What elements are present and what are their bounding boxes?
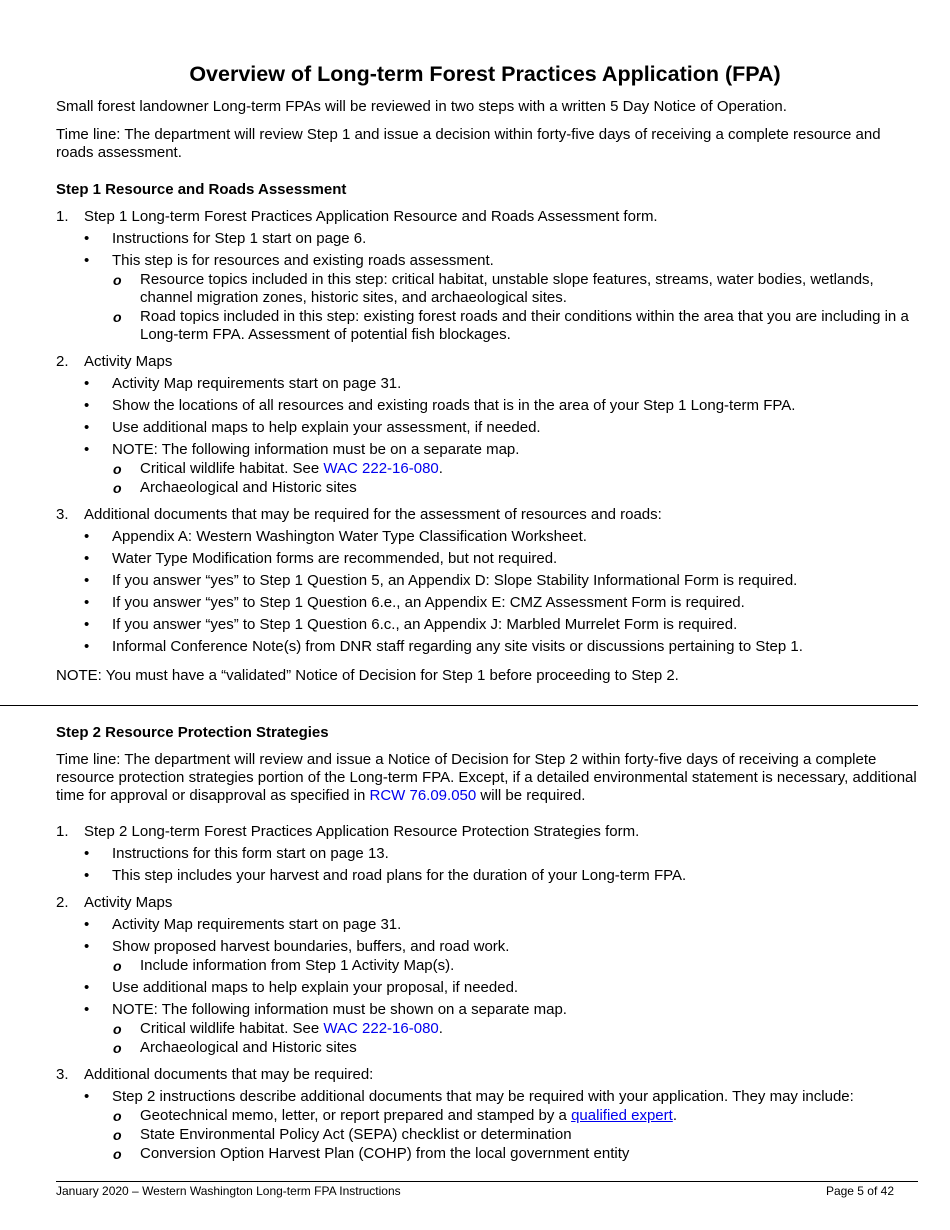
- step1-note: NOTE: You must have a “validated” Notice of Decision for Step 1 before proceeding to Step 2.: [56, 667, 679, 684]
- sub-bullet-icon: o: [113, 480, 122, 496]
- sub-bullet-icon: o: [113, 1108, 122, 1124]
- item-number: 1.: [56, 823, 69, 840]
- bullet-item: • This step is for resources and existing roads assessment.: [84, 252, 494, 269]
- sub-bullet-item: o Critical wildlife habitat. See WAC 222-16-080.: [113, 460, 443, 477]
- sub-bullet-icon: o: [113, 1040, 122, 1056]
- bullet-item: • Instructions for this form start on page 13.: [84, 845, 389, 862]
- sub-bullet-icon: o: [113, 461, 122, 477]
- step1-timeline: Time line: The department will review Step 1 and issue a decision within forty-five days of receiving a complete resource and roads assessment.: [56, 126, 881, 161]
- bullet-icon: •: [84, 867, 90, 884]
- sub-bullet-icon: o: [113, 1127, 122, 1143]
- item-number: 3.: [56, 506, 69, 523]
- sub-bullet-item: o Resource topics included in this step: critical habitat, unstable slope features, streams, water bodies, wetlands, channel migration zones, historic sites, and archaeological sites.: [113, 271, 874, 306]
- bullet-item: • If you answer “yes” to Step 1 Question 6.c., an Appendix J: Marbled Murrelet Form is required.: [84, 616, 738, 633]
- bullet-icon: •: [84, 397, 90, 414]
- sub-bullet-item: o Archaeological and Historic sites: [113, 479, 357, 496]
- bullet-item: • Show the locations of all resources and existing roads that is in the area of your Step 1 Long-term FPA.: [84, 397, 796, 414]
- bullet-item: • NOTE: The following information must be shown on a separate map.: [84, 1001, 567, 1018]
- sub-bullet-item: o Include information from Step 1 Activity Map(s).: [113, 957, 455, 974]
- list-item: [56, 823, 918, 841]
- list-item: [56, 894, 918, 912]
- step1-heading: Step 1 Resource and Roads Assessment: [56, 181, 347, 198]
- list-item: [56, 1066, 918, 1084]
- step2-list: [56, 823, 918, 1163]
- bullet-item: • Activity Map requirements start on page 31.: [84, 916, 402, 933]
- sub-bullet-item: o State Environmental Policy Act (SEPA) checklist or determination: [113, 1126, 572, 1143]
- step2-timeline: Time line: The department will review and issue a Notice of Decision for Step 2 within forty-five days of receiving a complete resource protection strategies portion of the Long-term FPA. Except, if a detailed environmental statement is necessary, additional time for approval or disapproval as specified in RCW 76.09.050 will be required.: [56, 751, 917, 804]
- sub-bullet-item: o Critical wildlife habitat. See WAC 222-16-080.: [113, 1020, 443, 1037]
- bullet-item: • Water Type Modification forms are recommended, but not required.: [84, 550, 558, 567]
- sub-bullet-icon: o: [113, 309, 122, 325]
- item-number: 3.: [56, 1066, 69, 1083]
- sub-bullet-icon: o: [113, 958, 122, 974]
- item-text: Additional documents that may be required for the assessment of resources and roads:: [84, 506, 662, 523]
- bullet-item: • Step 2 instructions describe additional documents that may be required with your application. They may include:: [84, 1088, 854, 1105]
- bullet-item: • Activity Map requirements start on page 31.: [84, 375, 402, 392]
- bullet-icon: •: [84, 1001, 90, 1018]
- footer-title: January 2020 – Western Washington Long-term FPA Instructions: [56, 1184, 401, 1198]
- bullet-icon: •: [84, 594, 90, 611]
- bullet-icon: •: [84, 550, 90, 567]
- qualified-expert-link[interactable]: qualified expert: [571, 1107, 673, 1124]
- bullet-item: • Use additional maps to help explain your assessment, if needed.: [84, 419, 541, 436]
- bullet-icon: •: [84, 1088, 90, 1105]
- sub-bullet-item: o Road topics included in this step: existing forest roads and their conditions within the area that you are including in a Long-term FPA. Assessment of potential fish blockages.: [113, 308, 909, 343]
- sub-bullet-icon: o: [113, 272, 122, 288]
- bullet-item: • This step includes your harvest and road plans for the duration of your Long-term FPA.: [84, 867, 687, 884]
- bullet-item: • Informal Conference Note(s) from DNR staff regarding any site visits or discussions pertaining to Step 1.: [84, 638, 803, 655]
- wac-link[interactable]: WAC 222-16-080: [323, 460, 439, 477]
- item-text: Activity Maps: [84, 353, 173, 370]
- intro-paragraph: Small forest landowner Long-term FPAs will be reviewed in two steps with a written 5 Day Notice of Operation.: [56, 98, 787, 115]
- bullet-icon: •: [84, 938, 90, 955]
- bullet-item: • Show proposed harvest boundaries, buffers, and road work.: [84, 938, 510, 955]
- list-item: [56, 506, 918, 524]
- page-footer: [56, 1184, 894, 1198]
- bullet-icon: •: [84, 616, 90, 633]
- bullet-icon: •: [84, 528, 90, 545]
- page-title: Overview of Long-term Forest Practices Application (FPA): [189, 62, 781, 86]
- list-item: [56, 208, 918, 226]
- item-number: 2.: [56, 894, 69, 911]
- bullet-item: • NOTE: The following information must be on a separate map.: [84, 441, 520, 458]
- step2-heading: Step 2 Resource Protection Strategies: [56, 724, 329, 741]
- bullet-icon: •: [84, 979, 90, 996]
- item-number: 1.: [56, 208, 69, 225]
- item-number: 2.: [56, 353, 69, 370]
- sub-bullet-item: o Geotechnical memo, letter, or report prepared and stamped by a qualified expert.: [113, 1107, 677, 1124]
- step1-list: [56, 208, 918, 656]
- bullet-item: • Use additional maps to help explain your proposal, if needed.: [84, 979, 519, 996]
- page-number: Page 5 of 42: [825, 1184, 894, 1198]
- bullet-item: • Appendix A: Western Washington Water Type Classification Worksheet.: [84, 528, 587, 545]
- sub-bullet-item: o Archaeological and Historic sites: [113, 1039, 357, 1056]
- footer-divider: [56, 1181, 918, 1182]
- bullet-icon: •: [84, 441, 90, 458]
- bullet-icon: •: [84, 916, 90, 933]
- item-text: Activity Maps: [84, 894, 173, 911]
- bullet-icon: •: [84, 845, 90, 862]
- section-divider: [0, 705, 918, 706]
- item-text: Additional documents that may be required:: [84, 1066, 374, 1083]
- bullet-item: • Instructions for Step 1 start on page 6.: [84, 230, 367, 247]
- sub-bullet-icon: o: [113, 1021, 122, 1037]
- rcw-link[interactable]: RCW 76.09.050: [369, 787, 477, 804]
- sub-bullet-item: o Conversion Option Harvest Plan (COHP) from the local government entity: [113, 1145, 630, 1162]
- bullet-icon: •: [84, 375, 90, 392]
- bullet-icon: •: [84, 252, 90, 269]
- bullet-icon: •: [84, 572, 90, 589]
- bullet-icon: •: [84, 419, 90, 436]
- bullet-item: • If you answer “yes” to Step 1 Question 6.e., an Appendix E: CMZ Assessment Form is required.: [84, 594, 745, 611]
- wac-link[interactable]: WAC 222-16-080: [323, 1020, 439, 1037]
- list-item: [56, 353, 918, 371]
- sub-bullet-icon: o: [113, 1146, 122, 1162]
- item-text: Step 2 Long-term Forest Practices Application Resource Protection Strategies form.: [84, 823, 640, 840]
- item-text: Step 1 Long-term Forest Practices Application Resource and Roads Assessment form.: [84, 208, 658, 225]
- bullet-icon: •: [84, 230, 90, 247]
- bullet-icon: •: [84, 638, 90, 655]
- bullet-item: • If you answer “yes” to Step 1 Question 5, an Appendix D: Slope Stability Informational Form is required.: [84, 572, 798, 589]
